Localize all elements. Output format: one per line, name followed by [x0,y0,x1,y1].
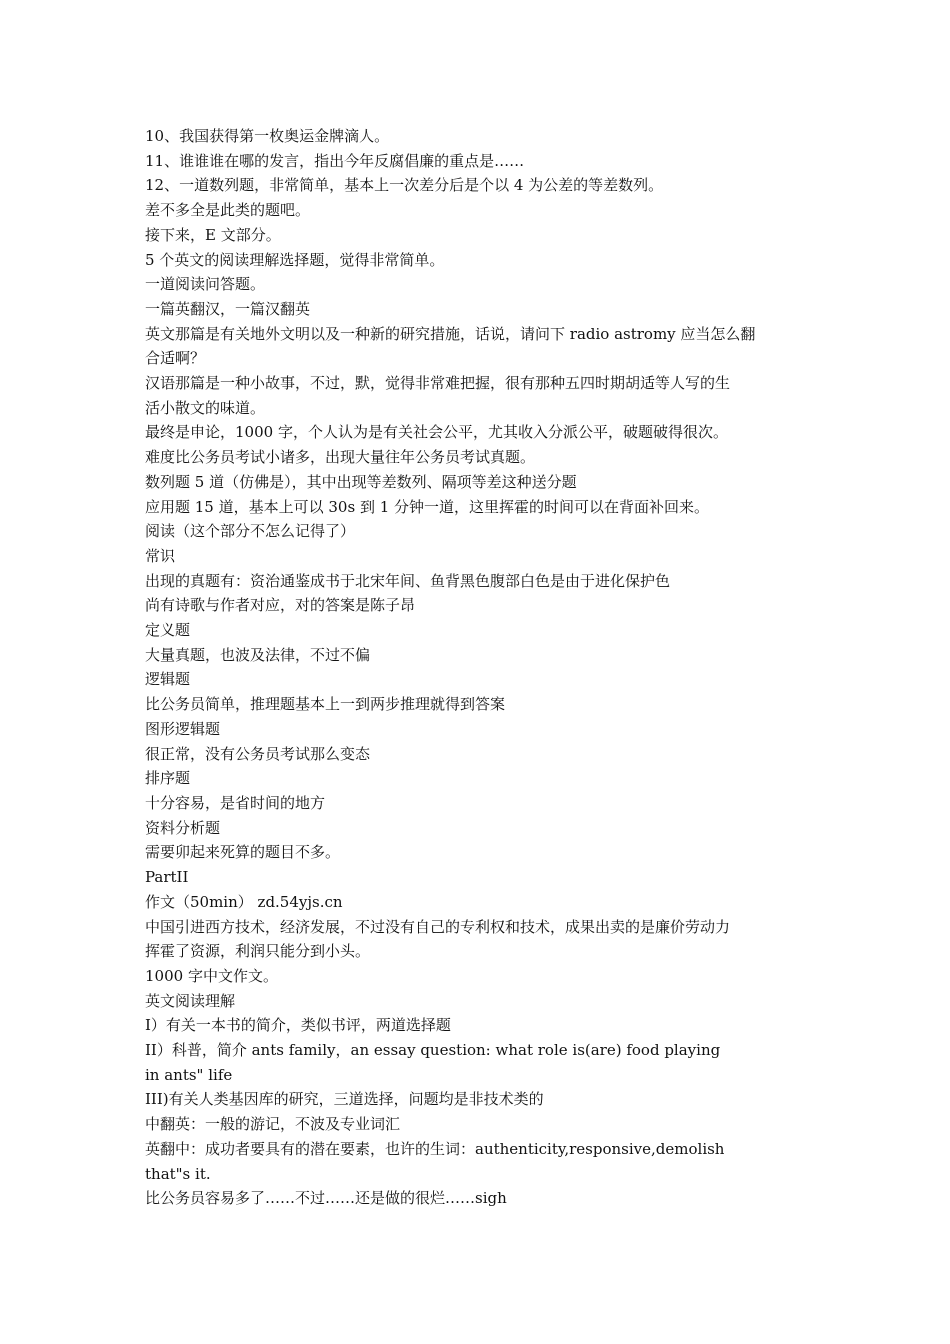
section-heading: 资料分析题 [145,818,221,837]
text-line: 5 个英文的阅读理解选择题，觉得非常简单。 [145,250,445,269]
section-heading: 英文阅读理解 [145,991,236,1010]
text-line: I）有关一本书的简介，类似书评，两道选择题 [145,1016,451,1035]
text-line: 英文那篇是有关地外文明以及一种新的研究措施，话说，请问下 radio astromy 应当怎么翻 [145,324,756,343]
text-line: 活小散文的味道。 [145,398,266,417]
text-line: 数列题 5 道（仿佛是），其中出现等差数列、隔项等差这种送分题 [145,472,577,491]
text-line: II）科普，简介 ants family，an essay question: what role is(are) food playing [145,1041,721,1060]
text-line: 合适啊？ [145,349,206,368]
text-line: 作文（50min） zd.54yjs.cn [145,892,343,911]
text-line: 1000 字中文作文。 [145,966,278,985]
section-heading: 定义题 [145,621,191,640]
text-line: 大量真题，也波及法律，不过不偏 [145,645,371,664]
text-line: 接下来，E 文部分。 [145,225,281,244]
section-heading: 逻辑题 [145,670,191,689]
text-line: that"s it. [145,1164,211,1183]
text-line: 难度比公务员考试小诸多，出现大量往年公务员考试真题。 [145,448,536,467]
text-line: 一篇英翻汉，一篇汉翻英 [145,299,311,318]
text-line: 很正常，没有公务员考试那么变态 [145,744,371,763]
text-line: 汉语那篇是一种小故事，不过，默，觉得非常难把握，很有那种五四时期胡适等人写的生 [145,374,731,393]
text-line: 十分容易，是省时间的地方 [145,793,326,812]
section-heading: 常识 [145,546,176,565]
section-heading: 图形逻辑题 [145,719,221,738]
text-line: 12、一道数列题，非常简单，基本上一次差分后是个以 4 为公差的等差数列。 [145,176,664,195]
section-heading: 排序题 [145,769,191,788]
text-line: 差不多全是此类的题吧。 [145,201,311,220]
text-line: 应用题 15 道，基本上可以 30s 到 1 分钟一道，这里挥霍的时间可以在背面补回来。 [145,497,710,516]
text-line: 最终是申论，1000 字，个人认为是有关社会公平，尤其收入分派公平，破题破得很次。 [145,423,728,442]
text-line: 阅读（这个部分不怎么记得了） [145,522,356,541]
text-line: III)有关人类基因库的研究，三道选择，问题均是非技术类的 [145,1090,544,1109]
text-line: 需要卯起来死算的题目不多。 [145,843,341,862]
document-body [145,124,810,1211]
text-line: 中翻英：一般的游记，不波及专业词汇 [145,1115,401,1134]
text-line: 出现的真题有：资治通鉴成书于北宋年间、鱼背黑色腹部白色是由于进化保护色 [145,571,671,590]
text-line: 英翻中：成功者要具有的潜在要素，也许的生词：authenticity,responsive,demolish [145,1139,725,1158]
text-line: 10、我国获得第一枚奥运金牌滴人。 [145,127,390,145]
section-heading: PartII [145,868,189,887]
text-line: 中国引进西方技术，经济发展，不过没有自己的专利权和技术，成果出卖的是廉价劳动力 [145,917,731,936]
text-line: 一道阅读问答题。 [145,275,266,294]
text-line: in ants" life [145,1065,233,1084]
text-line: 尚有诗歌与作者对应，对的答案是陈子昂 [145,596,416,615]
text-line: 比公务员容易多了……不过……还是做的很烂……sigh [145,1189,507,1208]
text-line: 11、谁谁谁在哪的发言，指出今年反腐倡廉的重点是…… [145,151,525,170]
text-line: 比公务员简单，推理题基本上一到两步推理就得到答案 [145,695,506,714]
text-line: 挥霍了资源，利润只能分到小头。 [145,942,371,961]
